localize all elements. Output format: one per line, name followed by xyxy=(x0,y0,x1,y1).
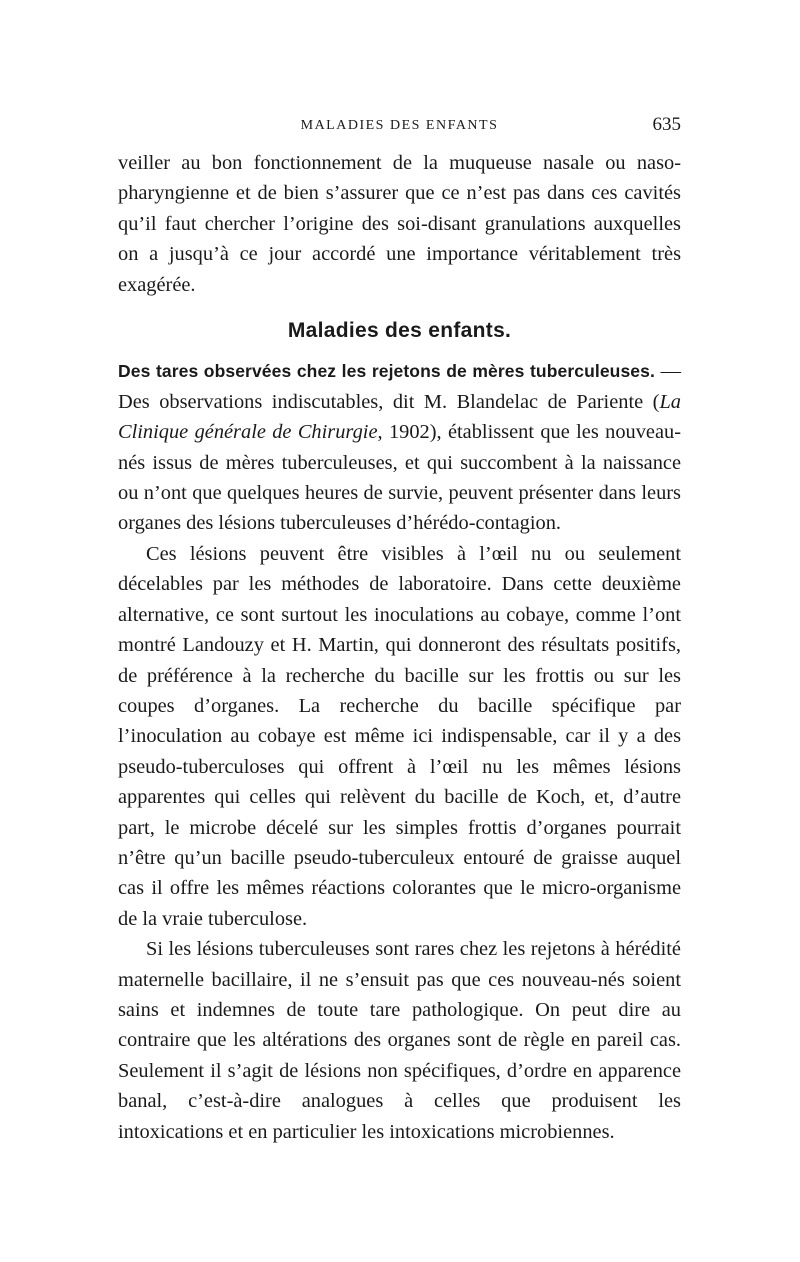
section-title: Maladies des enfants. xyxy=(287,319,512,343)
running-title: MALADIES DES ENFANTS xyxy=(300,118,499,133)
book-page xyxy=(118,114,681,1147)
article-paragraph-2: Ces lésions peuvent être visibles à l’œil nu ou seulement décelables par les méthodes de laboratoire. Dans cette deuxième alternative, ce sont surtout les inoculations au cobaye, comme l’ont montré Landouzy et H. Martin, qui donneront des résultats positifs, de préférence à la recherche du bacille sur les frottis ou sur les coupes d’organes. La recherche du bacille spécifique par l’inoculation au cobaye est même ici indispensable, car il y a des pseudo-tuberculoses qui offrent à l’œil nu les mêmes lésions apparentes qui celles qui relèvent du bacille de Koch, et, d’autre part, le microbe décelé sur les simples frottis d’organes pourrait n’être qu’un bacille pseudo-tuberculeux entouré de graisse auquel cas il offre les mêmes réactions colorantes que le micro-organisme de la vraie tuberculose. xyxy=(118,542,681,930)
page-number: 635 xyxy=(652,114,681,135)
article-paragraph-1 xyxy=(118,356,681,538)
article-subhead: Des tares observées chez les rejetons de mères tuberculeuses. xyxy=(118,361,655,382)
cited-journal: La Clinique générale de Chirurgie xyxy=(118,390,681,444)
page-body xyxy=(118,148,681,1147)
article-paragraph-1-intro: — Des observations indiscutables, dit M. Blandelac de Pariente ( xyxy=(118,360,681,413)
article-paragraph-1-rest: , 1902), établissent que les nouveau-nés issus de mères tuberculeuses, et qui succombent à la naissance ou n’ont que quelques heures de survie, peuvent présenter dans leurs organes des lésions tuberculeuses d’hérédo-contagion. xyxy=(118,421,681,535)
article-paragraph-3: Si les lésions tuberculeuses sont rares chez les rejetons à hérédité maternelle bacillaire, il ne s’ensuit pas que ces nouveau-nés soient sains et indemnes de toute tare pathologique. On peut dire au contraire que les altérations des organes sont de règle en pareil cas. Seulement il s’agit de lésions non spécifiques, d’ordre en apparence banal, c’est-à-dire analogues à celles que produisent les intoxications et en particulier les intoxications microbiennes. xyxy=(118,938,681,1143)
opening-paragraph: veiller au bon fonctionnement de la muqueuse nasale ou naso-pharyngienne et de bien s’assurer que ce n’est pas dans ces cavités qu’il faut chercher l’origine des soi-disant granulations auxquelles on a jusqu’à ce jour accordé une importance véritablement très exagérée. xyxy=(118,152,681,296)
running-header xyxy=(118,114,681,148)
